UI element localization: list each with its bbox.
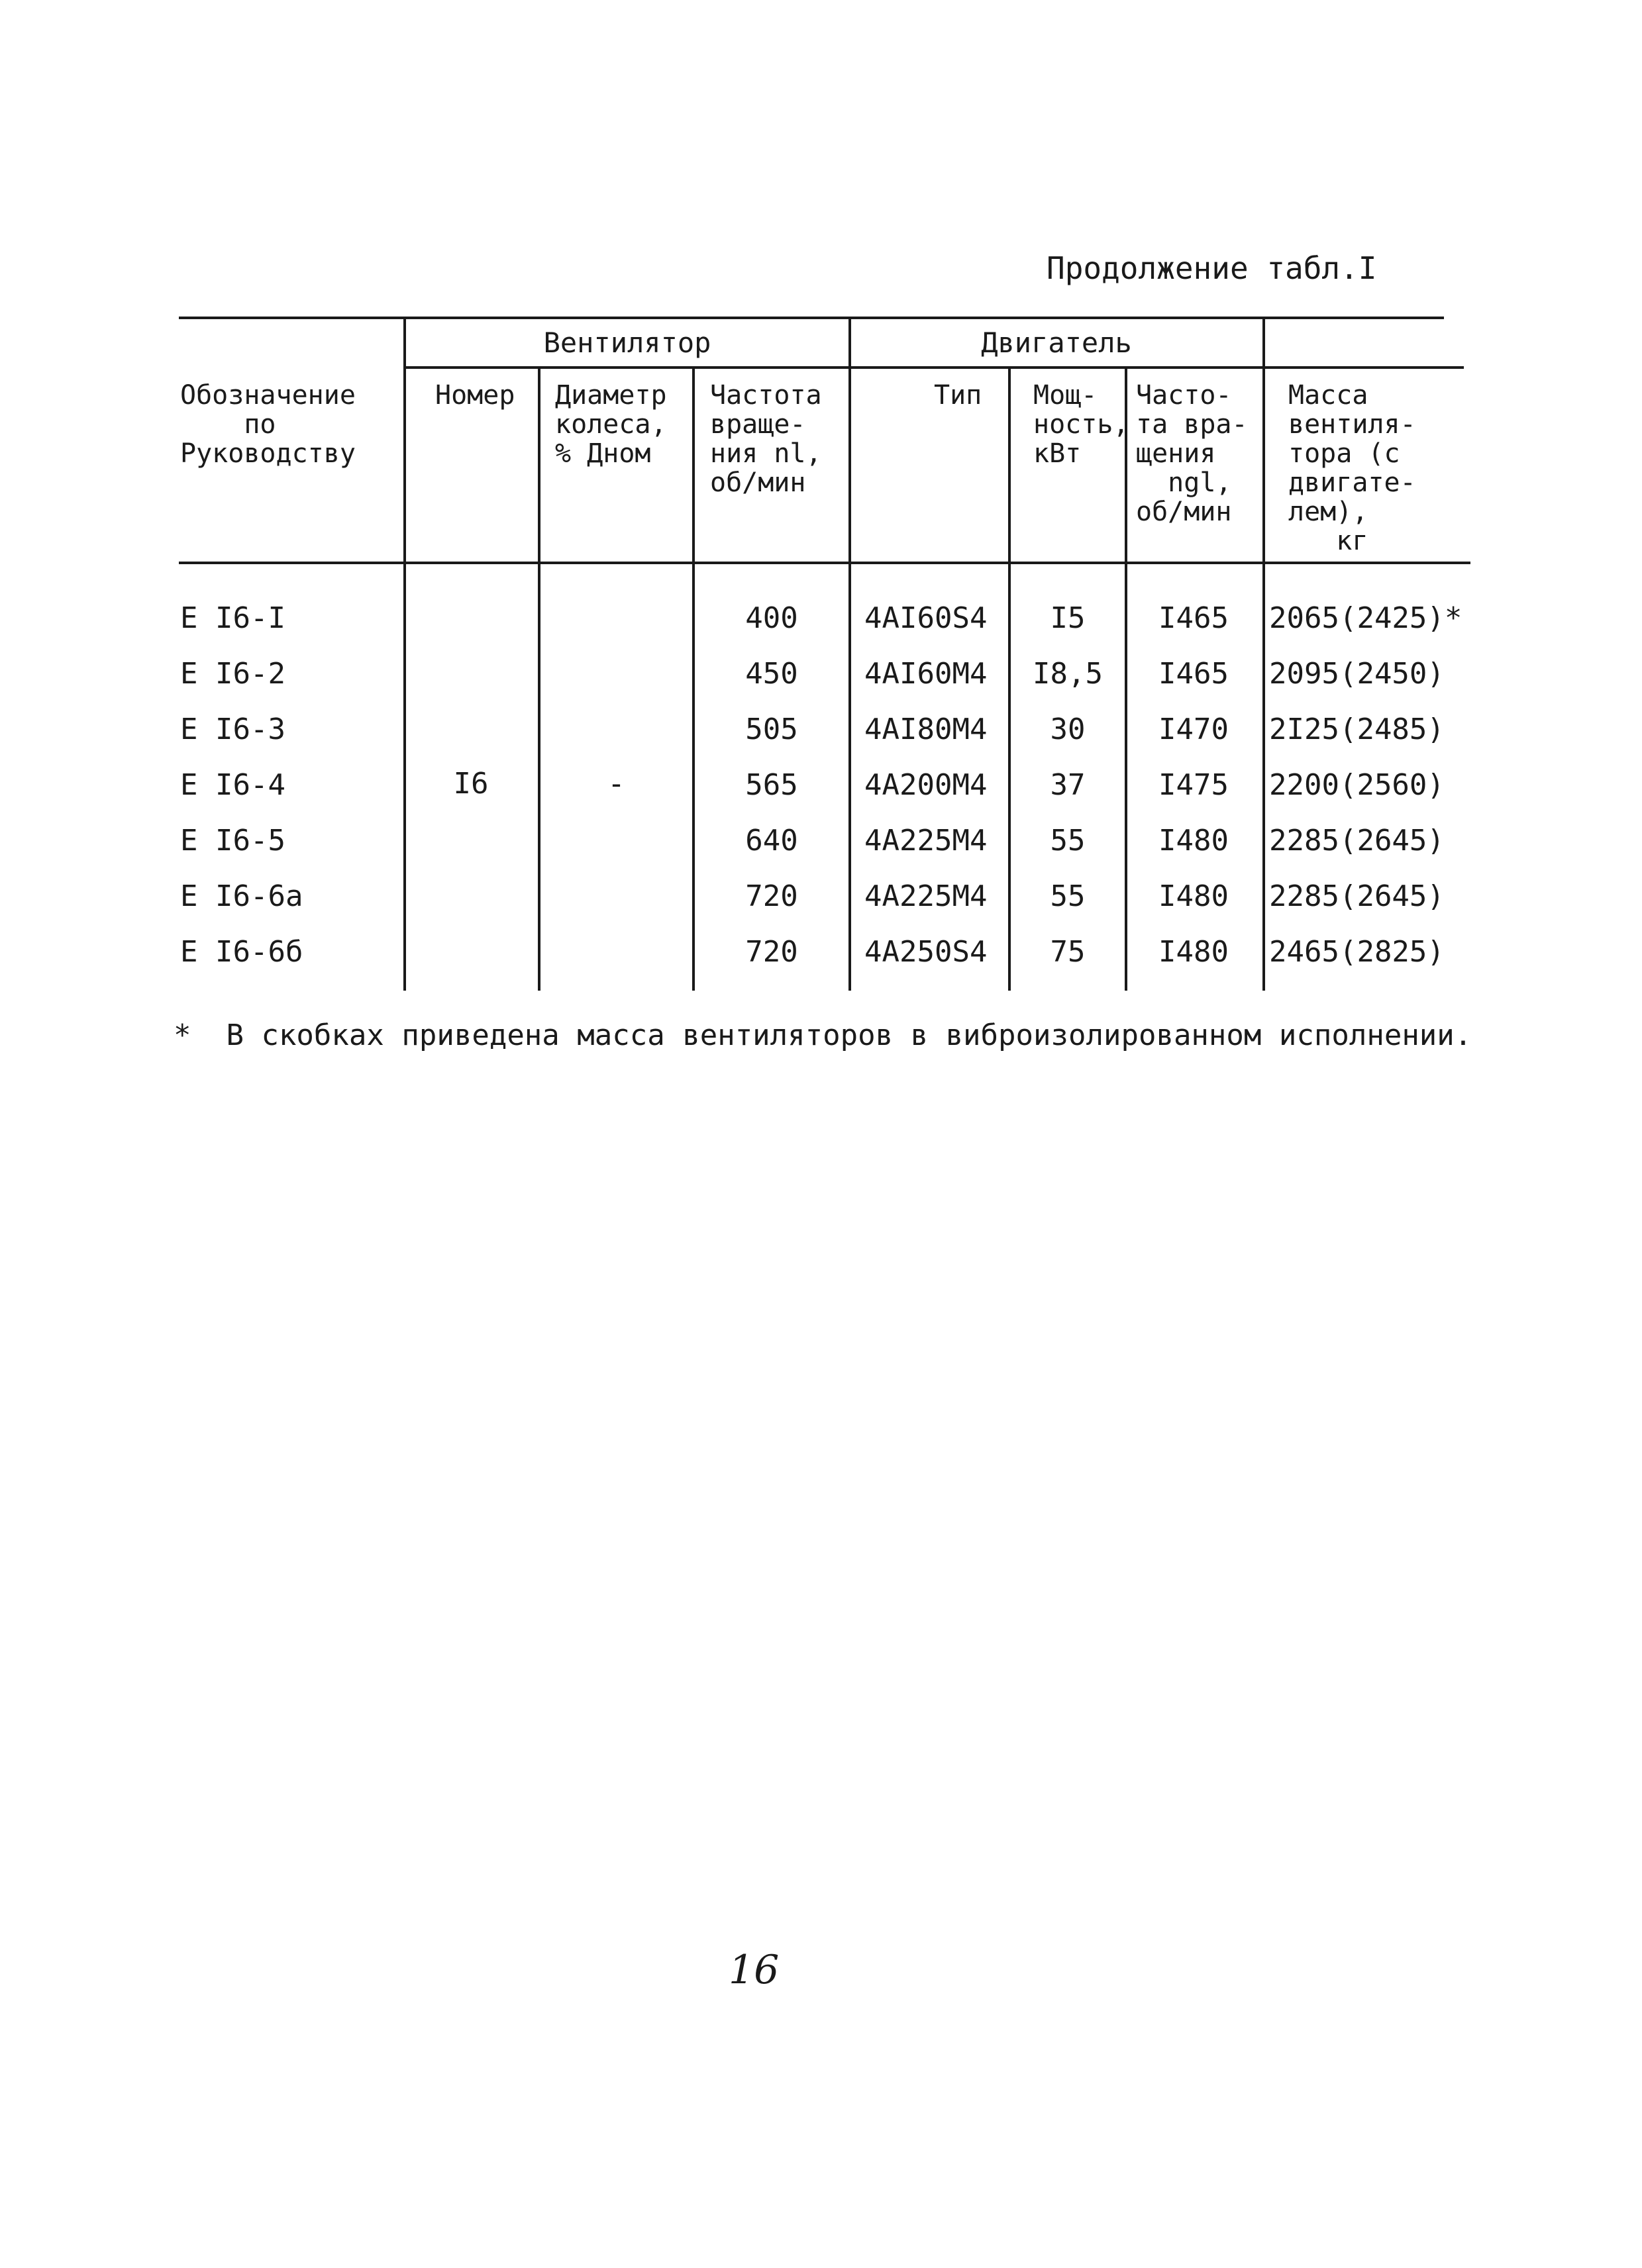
header-mass: Масса вентиля- тора (с двигате- лем), кг: [1288, 380, 1416, 556]
merged-number: I6: [453, 767, 489, 801]
row-4-designation: Е I6-4: [180, 768, 285, 802]
row-2-type: 4AI60M4: [864, 657, 988, 691]
row-6-fan-speed: 720: [745, 879, 798, 913]
group-header-rule: [405, 366, 1464, 369]
row-6-mass: 2285(2645): [1269, 879, 1445, 913]
row-3-fan-speed: 505: [745, 713, 798, 746]
row-5-mass: 2285(2645): [1269, 824, 1445, 858]
row-3-designation: Е I6-3: [180, 713, 285, 746]
row-2-power: I8,5: [1033, 657, 1103, 691]
row-6-motor-speed: I480: [1158, 879, 1229, 913]
row-1-mass: 2065(2425)*: [1269, 601, 1462, 635]
page-number: 16: [729, 1947, 780, 1993]
header-diameter: Диаметр колеса, % Дном: [555, 380, 667, 469]
col-divider-7: [1262, 317, 1265, 991]
merged-diameter: -: [607, 767, 625, 801]
table-caption: Продолжение табл.I: [1047, 250, 1377, 286]
row-4-mass: 2200(2560): [1269, 768, 1445, 802]
col-divider-4: [848, 317, 851, 991]
header-motor-speed: Часто- та вра- щения ngl, об/мин: [1136, 380, 1248, 527]
row-6-power: 55: [1050, 879, 1086, 913]
row-3-power: 30: [1050, 713, 1086, 746]
row-1-power: I5: [1050, 601, 1086, 635]
header-designation: Обозначение по Руководству: [180, 380, 356, 469]
row-4-fan-speed: 565: [745, 768, 798, 802]
row-5-designation: Е I6-5: [180, 824, 285, 858]
header-type: Тип: [934, 380, 982, 411]
header-fan-speed: Частота враще- ния nl, об/мин: [710, 380, 822, 498]
row-5-type: 4A225M4: [864, 824, 988, 858]
row-3-mass: 2I25(2485): [1269, 713, 1445, 746]
col-divider-1: [403, 317, 406, 991]
row-5-fan-speed: 640: [745, 824, 798, 858]
row-1-type: 4AI60S4: [864, 601, 988, 635]
row-7-fan-speed: 720: [745, 935, 798, 969]
row-4-power: 37: [1050, 768, 1086, 802]
row-2-mass: 2095(2450): [1269, 657, 1445, 691]
row-3-type: 4AI80M4: [864, 713, 988, 746]
col-divider-2: [538, 368, 540, 991]
group-fan: Вентилятор: [543, 326, 711, 359]
header-number: Номер: [435, 380, 515, 411]
group-motor: Двигатель: [981, 326, 1132, 359]
row-4-motor-speed: I475: [1158, 768, 1229, 802]
row-5-power: 55: [1050, 824, 1086, 858]
row-1-fan-speed: 400: [745, 601, 798, 635]
footnote: * В скобках приведена масса вентиляторов в виброизолированном исполнении.: [174, 1018, 1472, 1052]
row-1-designation: Е I6-I: [180, 601, 285, 635]
row-7-type: 4A250S4: [864, 935, 988, 969]
row-4-type: 4A200M4: [864, 768, 988, 802]
header-bottom-rule: [179, 562, 1470, 564]
row-2-designation: Е I6-2: [180, 657, 285, 691]
row-5-motor-speed: I480: [1158, 824, 1229, 858]
table-top-rule: [179, 317, 1444, 319]
row-6-designation: Е I6-6а: [180, 879, 303, 913]
row-7-power: 75: [1050, 935, 1086, 969]
row-7-designation: Е I6-6б: [180, 935, 303, 969]
row-2-fan-speed: 450: [745, 657, 798, 691]
header-power: Мощ- ность, кВт: [1033, 380, 1129, 469]
row-7-mass: 2465(2825): [1269, 935, 1445, 969]
row-2-motor-speed: I465: [1158, 657, 1229, 691]
row-6-type: 4A225M4: [864, 879, 988, 913]
row-3-motor-speed: I470: [1158, 713, 1229, 746]
row-7-motor-speed: I480: [1158, 935, 1229, 969]
row-1-motor-speed: I465: [1158, 601, 1229, 635]
